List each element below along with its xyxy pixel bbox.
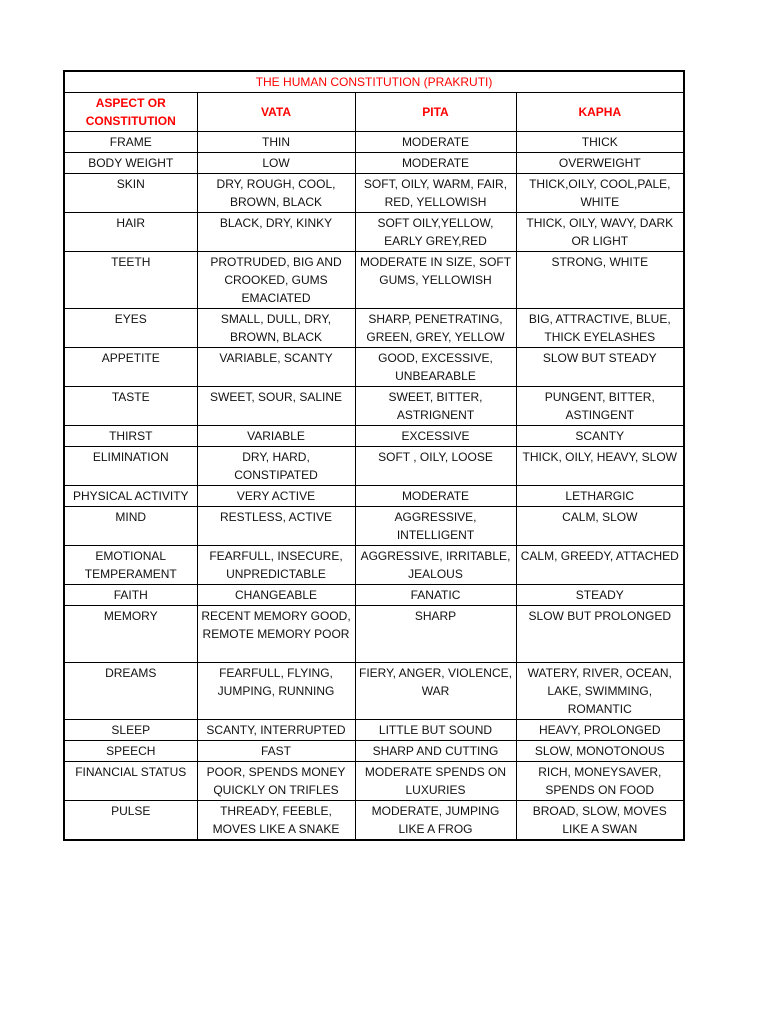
cell-aspect: MIND [64, 507, 197, 546]
cell-aspect: FAITH [64, 585, 197, 606]
cell-pita: SOFT, OILY, WARM, FAIR, RED, YELLOWISH [355, 174, 516, 213]
cell-pita: FIERY, ANGER, VIOLENCE, WAR [355, 663, 516, 720]
cell-vata: THIN [197, 132, 355, 153]
cell-kapha: THICK, OILY, HEAVY, SLOW [516, 447, 684, 486]
cell-aspect: SKIN [64, 174, 197, 213]
cell-pita: MODERATE SPENDS ON LUXURIES [355, 762, 516, 801]
cell-kapha: WATERY, RIVER, OCEAN, LAKE, SWIMMING, ROMANTIC [516, 663, 684, 720]
table-row [64, 546, 684, 585]
cell-vata: RECENT MEMORY GOOD, REMOTE MEMORY POOR [197, 606, 355, 663]
cell-kapha: THICK [516, 132, 684, 153]
cell-vata: VARIABLE [197, 426, 355, 447]
cell-kapha: OVERWEIGHT [516, 153, 684, 174]
cell-vata: THREADY, FEEBLE, MOVES LIKE A SNAKE [197, 801, 355, 841]
cell-aspect: TEETH [64, 252, 197, 309]
table-title: THE HUMAN CONSTITUTION (PRAKRUTI) [64, 71, 684, 93]
table-row [64, 762, 684, 801]
table-row [64, 153, 684, 174]
table-row [64, 174, 684, 213]
cell-vata: RESTLESS, ACTIVE [197, 507, 355, 546]
cell-aspect: SLEEP [64, 720, 197, 741]
cell-aspect: PHYSICAL ACTIVITY [64, 486, 197, 507]
cell-vata: VERY ACTIVE [197, 486, 355, 507]
cell-kapha: BIG, ATTRACTIVE, BLUE, THICK EYELASHES [516, 309, 684, 348]
cell-kapha: HEAVY, PROLONGED [516, 720, 684, 741]
cell-kapha: BROAD, SLOW, MOVES LIKE A SWAN [516, 801, 684, 841]
cell-pita: MODERATE [355, 132, 516, 153]
table-row [64, 720, 684, 741]
cell-kapha: SCANTY [516, 426, 684, 447]
cell-vata: SCANTY, INTERRUPTED [197, 720, 355, 741]
table-row [64, 252, 684, 309]
cell-kapha: THICK,OILY, COOL,PALE, WHITE [516, 174, 684, 213]
cell-kapha: SLOW BUT STEADY [516, 348, 684, 387]
cell-aspect: FINANCIAL STATUS [64, 762, 197, 801]
cell-pita: SHARP [355, 606, 516, 663]
header-row [64, 93, 684, 132]
cell-vata: FEARFULL, FLYING, JUMPING, RUNNING [197, 663, 355, 720]
cell-pita: MODERATE [355, 486, 516, 507]
cell-pita: LITTLE BUT SOUND [355, 720, 516, 741]
cell-vata: DRY, HARD, CONSTIPATED [197, 447, 355, 486]
cell-pita: EXCESSIVE [355, 426, 516, 447]
cell-aspect: HAIR [64, 213, 197, 252]
cell-pita: SWEET, BITTER, ASTRIGNENT [355, 387, 516, 426]
table-row [64, 801, 684, 841]
cell-vata: SMALL, DULL, DRY, BROWN, BLACK [197, 309, 355, 348]
table-row [64, 213, 684, 252]
cell-vata: CHANGEABLE [197, 585, 355, 606]
cell-kapha: SLOW, MONOTONOUS [516, 741, 684, 762]
cell-kapha: STEADY [516, 585, 684, 606]
cell-vata: FAST [197, 741, 355, 762]
cell-aspect: ELIMINATION [64, 447, 197, 486]
cell-aspect: MEMORY [64, 606, 197, 663]
title-row [64, 71, 684, 93]
cell-aspect: DREAMS [64, 663, 197, 720]
table-row [64, 606, 684, 663]
table-row [64, 132, 684, 153]
cell-pita: SOFT , OILY, LOOSE [355, 447, 516, 486]
cell-kapha: PUNGENT, BITTER, ASTINGENT [516, 387, 684, 426]
cell-vata: LOW [197, 153, 355, 174]
cell-vata: DRY, ROUGH, COOL, BROWN, BLACK [197, 174, 355, 213]
table-row [64, 426, 684, 447]
cell-aspect: BODY WEIGHT [64, 153, 197, 174]
cell-pita: SHARP, PENETRATING, GREEN, GREY, YELLOW [355, 309, 516, 348]
cell-kapha: RICH, MONEYSAVER, SPENDS ON FOOD [516, 762, 684, 801]
cell-pita: AGGRESSIVE, INTELLIGENT [355, 507, 516, 546]
table-row [64, 486, 684, 507]
cell-vata: PROTRUDED, BIG AND CROOKED, GUMS EMACIATED [197, 252, 355, 309]
cell-pita: AGGRESSIVE, IRRITABLE, JEALOUS [355, 546, 516, 585]
constitution-table [63, 70, 685, 841]
constitution-table-sheet [63, 70, 683, 841]
header-kapha: KAPHA [516, 93, 684, 132]
cell-pita: MODERATE [355, 153, 516, 174]
cell-aspect: APPETITE [64, 348, 197, 387]
cell-aspect: FRAME [64, 132, 197, 153]
cell-pita: GOOD, EXCESSIVE, UNBEARABLE [355, 348, 516, 387]
table-row [64, 387, 684, 426]
cell-aspect: EYES [64, 309, 197, 348]
cell-pita: MODERATE IN SIZE, SOFT GUMS, YELLOWISH [355, 252, 516, 309]
cell-aspect: SPEECH [64, 741, 197, 762]
table-row [64, 348, 684, 387]
cell-vata: SWEET, SOUR, SALINE [197, 387, 355, 426]
cell-aspect: PULSE [64, 801, 197, 841]
table-row [64, 447, 684, 486]
cell-kapha: THICK, OILY, WAVY, DARK OR LIGHT [516, 213, 684, 252]
cell-kapha: CALM, SLOW [516, 507, 684, 546]
cell-kapha: CALM, GREEDY, ATTACHED [516, 546, 684, 585]
table-row [64, 585, 684, 606]
cell-aspect: TASTE [64, 387, 197, 426]
table-body [64, 132, 684, 841]
header-vata: VATA [197, 93, 355, 132]
cell-pita: SOFT OILY,YELLOW, EARLY GREY,RED [355, 213, 516, 252]
cell-vata: VARIABLE, SCANTY [197, 348, 355, 387]
header-pita: PITA [355, 93, 516, 132]
cell-pita: SHARP AND CUTTING [355, 741, 516, 762]
cell-aspect: EMOTIONAL TEMPERAMENT [64, 546, 197, 585]
table-row [64, 663, 684, 720]
cell-vata: BLACK, DRY, KINKY [197, 213, 355, 252]
table-row [64, 507, 684, 546]
cell-kapha: STRONG, WHITE [516, 252, 684, 309]
cell-kapha: SLOW BUT PROLONGED [516, 606, 684, 663]
header-aspect: ASPECT OR CONSTITUTION [64, 93, 197, 132]
cell-vata: FEARFULL, INSECURE, UNPREDICTABLE [197, 546, 355, 585]
cell-kapha: LETHARGIC [516, 486, 684, 507]
cell-aspect: THIRST [64, 426, 197, 447]
cell-vata: POOR, SPENDS MONEY QUICKLY ON TRIFLES [197, 762, 355, 801]
cell-pita: MODERATE, JUMPING LIKE A FROG [355, 801, 516, 841]
cell-pita: FANATIC [355, 585, 516, 606]
table-row [64, 309, 684, 348]
table-row [64, 741, 684, 762]
